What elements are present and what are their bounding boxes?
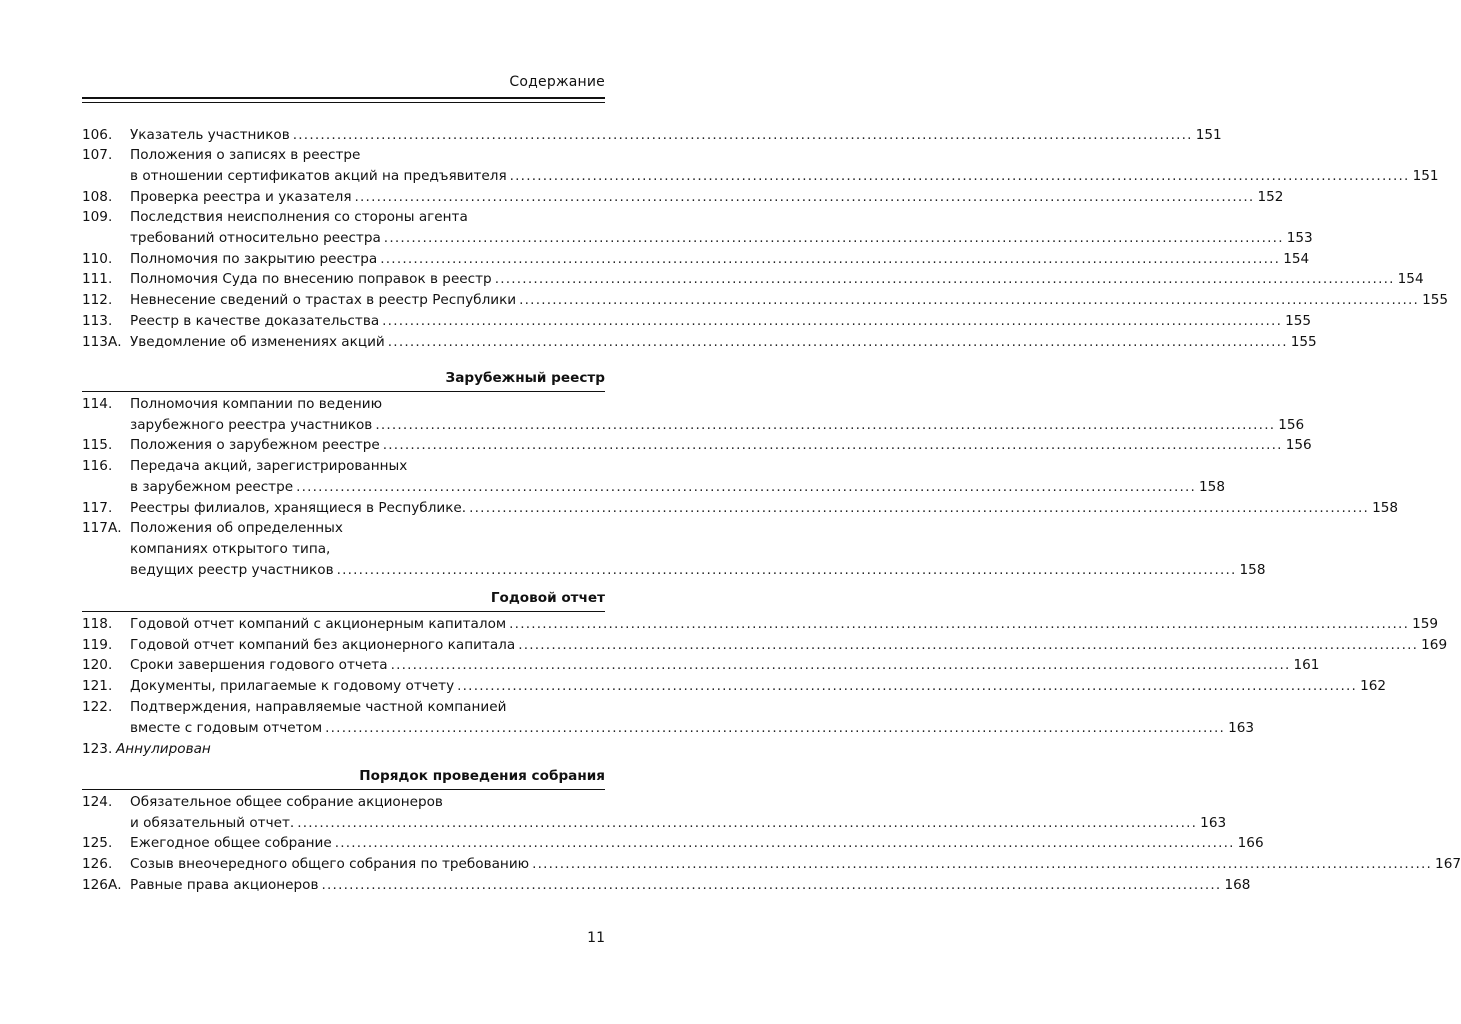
entry-title	[130, 331, 1317, 353]
toc-entry[interactable]	[82, 559, 1266, 581]
toc-entry[interactable]	[82, 874, 1251, 896]
toc-entry-line[interactable]	[82, 206, 605, 228]
toc-entry[interactable]	[82, 124, 1222, 146]
entry-title	[130, 497, 1399, 519]
entry-title	[130, 476, 1225, 498]
entry-title	[130, 832, 1264, 854]
leader-dots: ...................................................................................................................................................................	[509, 616, 1410, 632]
entry-number: 112.	[82, 292, 113, 309]
toc-entry[interactable]	[82, 654, 1320, 676]
entry-title	[130, 634, 1448, 656]
entry-page: 169	[1421, 636, 1448, 653]
entry-number: 126А.	[82, 876, 122, 893]
toc-entry[interactable]	[82, 310, 1312, 332]
entry-number: 122.	[82, 698, 113, 715]
toc-entry[interactable]	[82, 248, 1310, 270]
entry-title-text: и обязательный отчет.	[130, 814, 295, 831]
entry-page: 153	[1286, 230, 1313, 246]
toc-entry[interactable]	[82, 414, 1305, 436]
entry-page: 156	[1285, 437, 1312, 454]
entry-number: 113.	[82, 312, 113, 329]
entry-title: Положения о записях в реестре	[130, 147, 361, 164]
section-rule	[82, 391, 605, 392]
entry-title: Положения об определенных	[130, 520, 343, 537]
entry-page: 151	[1412, 167, 1439, 184]
entry-title-text: Указатель участников	[130, 126, 290, 143]
entry-title: компаниях открытого типа,	[130, 540, 331, 557]
entry-title-text: Полномочия Суда по внесению поправок в реестр	[130, 271, 492, 288]
leader-dots: ...................................................................................................................................................................	[518, 636, 1419, 653]
entry-page: 154	[1397, 271, 1424, 288]
entry-title-text: Ежегодное общее собрание	[130, 835, 332, 852]
entry-page: 167	[1435, 856, 1461, 873]
toc-entry[interactable]	[82, 613, 1439, 635]
toc-entry-line[interactable]	[82, 538, 605, 560]
section-rule	[82, 789, 605, 790]
entry-title	[130, 124, 1222, 146]
entry-title: Обязательное общее собрание акционеров	[130, 794, 443, 810]
entry-title	[130, 414, 1305, 436]
entry-title-text: зарубежного реестра участников	[130, 416, 373, 433]
header-rule-thin	[82, 102, 605, 103]
toc-entry[interactable]	[82, 634, 1448, 656]
entry-number: 115.	[82, 437, 113, 454]
entry-title-text: Невнесение сведений о трастах в реестр Республики	[130, 292, 517, 309]
entry-title	[130, 559, 1266, 581]
entry-title	[130, 268, 1424, 290]
entry-page: 161	[1293, 657, 1320, 674]
leader-dots: ...................................................................................................................................................................	[387, 333, 1288, 350]
entry-title	[130, 717, 1255, 739]
entry-number: 114.	[82, 396, 113, 412]
section-heading: Порядок проведения собрания	[359, 768, 605, 784]
entry-page: 159	[1412, 616, 1439, 632]
toc-entry[interactable]	[82, 812, 1227, 834]
toc-entry-annulled	[82, 738, 605, 760]
entry-number: 126.	[82, 856, 113, 873]
leader-dots: ...................................................................................................................................................................	[519, 292, 1420, 309]
entry-number: 116.	[82, 458, 113, 475]
leader-dots: ...................................................................................................................................................................	[297, 814, 1198, 831]
entry-number: 117.	[82, 499, 113, 516]
entry-number: 119.	[82, 636, 113, 653]
entry-title-text: Реестры филиалов, хранящиеся в Республике.	[130, 499, 467, 516]
entry-title	[130, 613, 1439, 635]
entry-title	[130, 165, 1439, 187]
leader-dots: ...................................................................................................................................................................	[382, 312, 1283, 329]
toc-entry-line[interactable]	[82, 517, 605, 539]
entry-title-text: Годовой отчет компаний с акционерным капиталом	[130, 616, 507, 632]
entry-page: 155	[1285, 312, 1312, 329]
toc-entry[interactable]	[82, 268, 1424, 290]
entry-page: 158	[1239, 561, 1266, 578]
entry-title: Передача акций, зарегистрированных	[130, 458, 408, 475]
leader-dots: ...................................................................................................................................................................	[532, 856, 1433, 873]
entry-title-annulled: Аннулирован	[116, 740, 211, 757]
leader-dots: ...................................................................................................................................................................	[380, 250, 1281, 267]
leader-dots: ...................................................................................................................................................................	[457, 678, 1358, 695]
entry-title-text: в отношении сертификатов акций на предъявителя	[130, 167, 507, 184]
entry-title	[130, 310, 1312, 332]
toc-entry[interactable]	[82, 165, 1439, 187]
entry-number: 125.	[82, 835, 113, 852]
leader-dots: ...................................................................................................................................................................	[375, 416, 1276, 433]
toc-entry[interactable]	[82, 331, 1317, 353]
entry-number: 123.	[82, 740, 113, 757]
entry-page: 166	[1237, 835, 1264, 852]
entry-page: 163	[1200, 814, 1227, 831]
entry-number: 120.	[82, 657, 113, 674]
toc-entry[interactable]	[82, 434, 1312, 456]
leader-dots: ...................................................................................................................................................................	[334, 835, 1235, 852]
toc-entry[interactable]	[82, 186, 1284, 208]
section-heading: Годовой отчет	[490, 590, 605, 606]
entry-page: 158	[1372, 499, 1399, 516]
entry-title-text: Полномочия по закрытию реестра	[130, 250, 378, 267]
entry-title	[130, 853, 1461, 875]
toc-entry[interactable]	[82, 289, 1449, 311]
entry-title-text: Годовой отчет компаний без акционерного капитала	[130, 636, 516, 653]
entry-number: 108.	[82, 188, 113, 205]
entry-title	[130, 675, 1387, 697]
toc-entry-line[interactable]	[82, 455, 605, 477]
header-rule-thick	[82, 97, 605, 99]
entry-page: 162	[1360, 678, 1387, 695]
entry-page: 163	[1228, 719, 1255, 736]
toc-entry[interactable]	[82, 227, 1313, 249]
entry-title-text: Документы, прилагаемые к годовому отчету	[130, 678, 455, 695]
entry-number: 107.	[82, 147, 113, 164]
leader-dots: ...................................................................................................................................................................	[383, 230, 1284, 246]
entry-page: 154	[1283, 250, 1310, 267]
entry-title: Последствия неисполнения со стороны агента	[130, 209, 468, 226]
entry-title-text: Равные права акционеров	[130, 876, 319, 893]
entry-title-text: Уведомление об изменениях акций	[130, 333, 385, 350]
entry-number: 106.	[82, 126, 113, 143]
toc-entry-line[interactable]	[82, 393, 605, 415]
leader-dots: ...................................................................................................................................................................	[494, 271, 1395, 288]
leader-dots: ...................................................................................................................................................................	[390, 657, 1291, 674]
entry-page: 152	[1257, 188, 1284, 205]
entry-page: 151	[1195, 126, 1222, 143]
entry-page: 155	[1422, 292, 1449, 309]
entry-number: 113А.	[82, 333, 122, 350]
entry-title	[130, 248, 1310, 270]
page-number: 11	[587, 930, 605, 946]
section-heading: Зарубежный реестр	[445, 370, 605, 386]
leader-dots: ...................................................................................................................................................................	[509, 167, 1410, 184]
leader-dots: ...................................................................................................................................................................	[469, 499, 1370, 516]
toc-entry-line[interactable]	[82, 696, 605, 718]
entry-number: 118.	[82, 616, 113, 632]
leader-dots: ...................................................................................................................................................................	[382, 437, 1283, 454]
leader-dots: ...................................................................................................................................................................	[354, 188, 1255, 205]
toc-entry-line[interactable]	[82, 791, 605, 813]
entry-page: 158	[1199, 478, 1225, 495]
toc-entry[interactable]	[82, 476, 1225, 498]
toc-entry[interactable]	[82, 675, 1387, 697]
leader-dots: ...................................................................................................................................................................	[292, 126, 1193, 143]
toc-entry[interactable]	[82, 832, 1264, 854]
entry-page: 155	[1290, 333, 1317, 350]
entry-title	[130, 186, 1284, 208]
entry-number: 110.	[82, 250, 113, 267]
section-rule	[82, 611, 605, 612]
entry-title-text: Реестр в качестве доказательства	[130, 312, 380, 329]
entry-page: 156	[1278, 416, 1305, 433]
entry-title-text: Созыв внеочередного общего собрания по требованию	[130, 856, 530, 873]
entry-title	[130, 874, 1251, 896]
entry-page: 168	[1224, 876, 1251, 893]
toc-entry[interactable]	[82, 853, 1461, 875]
entry-title	[130, 289, 1449, 311]
running-header: Содержание	[509, 74, 605, 90]
entry-title	[130, 434, 1312, 456]
entry-number: 111.	[82, 271, 113, 288]
entry-title-text: Сроки завершения годового отчета	[130, 657, 388, 674]
entry-title-text: Проверка реестра и указателя	[130, 188, 352, 205]
entry-title	[130, 654, 1320, 676]
entry-title-text: в зарубежном реестре	[130, 478, 294, 495]
leader-dots: ...................................................................................................................................................................	[336, 561, 1237, 578]
entry-number: 124.	[82, 794, 113, 810]
entry-title-text: ведущих реестр участников	[130, 561, 334, 578]
leader-dots: ...................................................................................................................................................................	[325, 719, 1226, 736]
entry-title-text: Положения о зарубежном реестре	[130, 437, 380, 454]
leader-dots: ...................................................................................................................................................................	[296, 478, 1197, 495]
leader-dots: ...................................................................................................................................................................	[321, 876, 1222, 893]
toc-entry-line[interactable]	[82, 144, 605, 166]
toc-entry[interactable]	[82, 497, 1399, 519]
entry-number: 109.	[82, 209, 113, 226]
entry-title	[130, 227, 1313, 249]
entry-title: Полномочия компании по ведению	[130, 396, 383, 412]
entry-number: 121.	[82, 678, 113, 695]
entry-title-text: требований относительно реестра	[130, 230, 381, 246]
entry-title: Подтверждения, направляемые частной компанией	[130, 698, 507, 715]
entry-title	[130, 812, 1227, 834]
toc-entry[interactable]	[82, 717, 1255, 739]
entry-number: 117А.	[82, 520, 122, 537]
entry-title-text: вместе с годовым отчетом	[130, 719, 323, 736]
